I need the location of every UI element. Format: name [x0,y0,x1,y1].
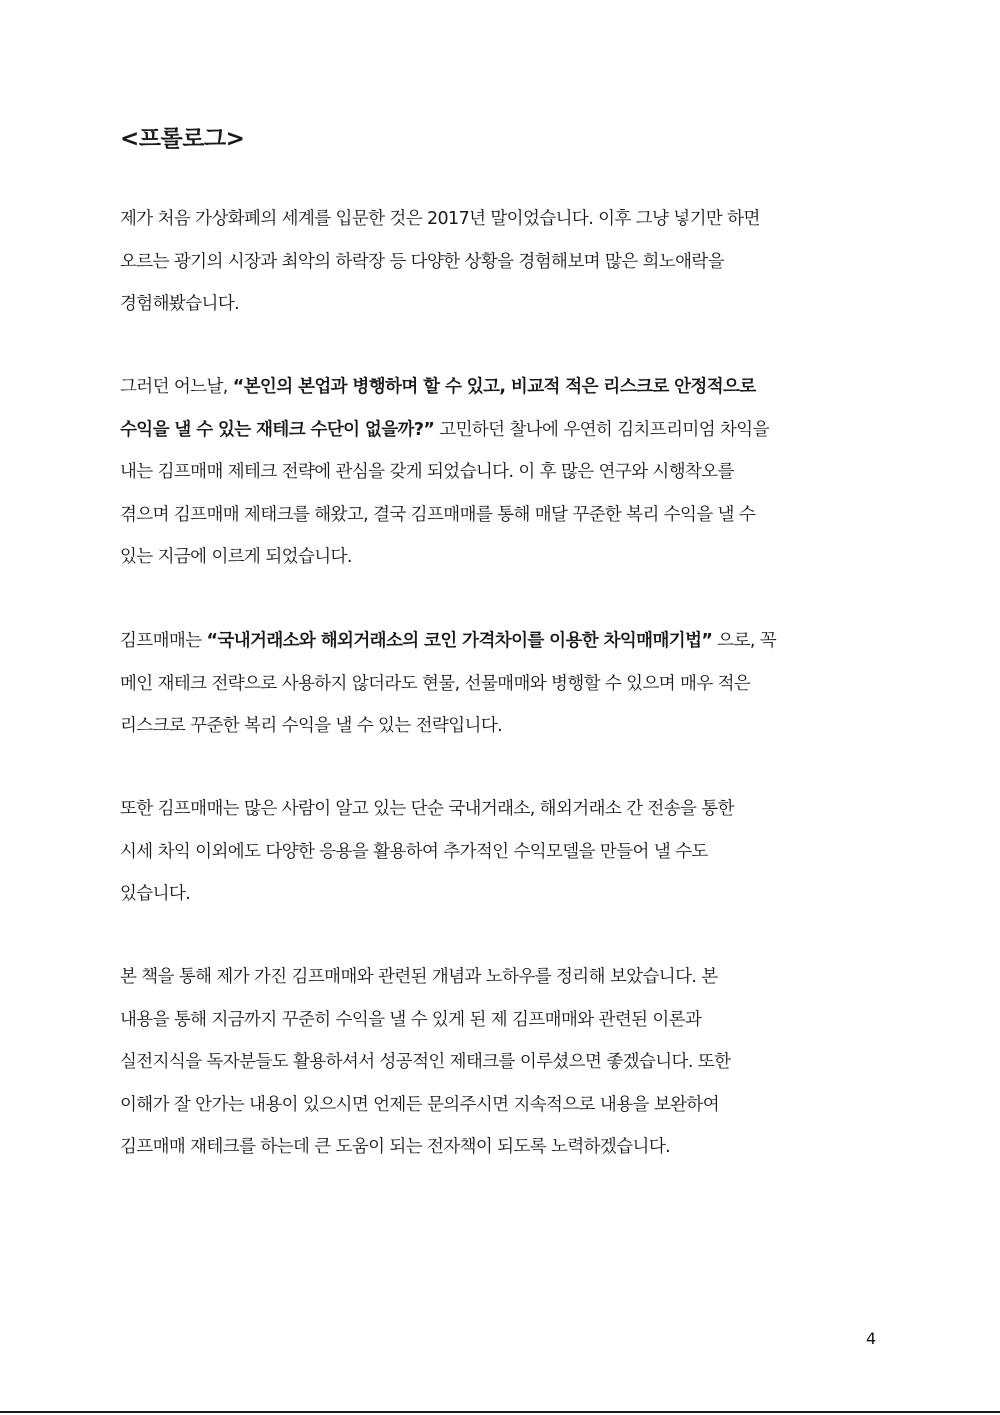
bold-text-run: 수익을 낼 수 있는 재테크 수단이 없을까?” [120,419,435,440]
text-run: 있습니다. [120,884,191,904]
text-line [120,831,880,874]
text-line [120,705,880,748]
text-line [120,366,880,409]
text-run: 제가 처음 가상화폐의 세계를 입문한 것은 2017년 말이었습니다. 이후 그냥 넣기만 하면 [120,209,760,229]
page-bottom-rule [0,1411,1000,1413]
text-line [120,494,880,537]
text-run: 또한 김프매매는 많은 사람이 알고 있는 단순 국내거래소, 해외거래소 간 전송을 통한 [120,799,734,819]
prologue-heading: <프롤로그> [120,126,245,152]
text-run: 으로, 꼭 [712,631,777,651]
text-run: 경험해봤습니다. [120,294,240,314]
text-line [120,1126,880,1169]
text-line [120,620,880,663]
text-run: 김프매매는 [120,631,207,651]
text-run: 고민하던 찰나에 우연히 김치프리미엄 차익을 [434,419,769,440]
bold-text-run: “국내거래소와 해외거래소의 코인 가격차이를 이용한 차익매매기법” [206,631,713,651]
text-line [120,536,880,579]
text-line [120,788,880,831]
text-line [120,663,880,706]
text-run: 내용을 통해 지금까지 꾸준히 수익을 낼 수 있게 된 제 김프매매와 관련된 이론과 [120,1009,702,1030]
text-run: 내는 김프매매 제테크 전략에 관심을 갖게 되었습니다. 이 후 많은 연구와 시행착오를 [120,462,734,482]
text-run: 본 책을 통해 제가 가진 김프매매와 관련된 개념과 노하우를 정리해 보았습니다. 본 [120,967,718,987]
text-run: 리스크로 꾸준한 복리 수익을 낼 수 있는 전략입니다. [120,716,503,736]
text-line [120,409,880,452]
paragraph-applications [120,788,880,916]
text-line [120,241,880,284]
text-run: 실전지식을 독자분들도 활용하셔서 성공적인 제태크를 이루셨으면 좋겠습니다. 또한 [120,1052,731,1072]
page-number: 4 [866,1329,877,1348]
bold-text-run: “본인의 본업과 병행하며 할 수 있고, 비교적 적은 리스크로 안정적으로 [232,377,756,397]
text-line [120,451,880,494]
text-line [120,999,880,1042]
text-line [120,1041,880,1084]
text-line [120,198,880,241]
text-line [120,873,880,916]
text-run: 오르는 광기의 시장과 최악의 하락장 등 다양한 상황을 경험해보며 많은 희노애락을 [120,251,724,272]
paragraph-motivation [120,366,880,579]
text-run: 이해가 잘 안가는 내용이 있으시면 언제든 문의주시면 지속적으로 내용을 보완하여 [120,1094,720,1115]
text-run: 겪으며 김프매매 제태크를 해왔고, 결국 김프매매를 통해 매달 꾸준한 복리 수익을 낼 수 [120,504,756,525]
text-line [120,283,880,326]
text-run: 메인 재테크 전략으로 사용하지 않더라도 현물, 선물매매와 병행할 수 있으며 매우 적은 [120,673,751,694]
text-run: 김프매매 재테크를 하는데 큰 도움이 되는 전자책이 되도록 노력하겠습니다. [120,1137,671,1157]
paragraph-closing [120,956,880,1169]
text-run: 그러던 어느날, [120,377,233,397]
text-run: 있는 지금에 이르게 되었습니다. [120,547,352,567]
text-run: 시세 차익 이외에도 다양한 응용을 활용하여 추가적인 수익모델을 만들어 낼 수도 [120,841,708,862]
text-line [120,956,880,999]
text-line [120,1084,880,1127]
paragraph-definition [120,620,880,748]
paragraph-intro [120,198,880,326]
